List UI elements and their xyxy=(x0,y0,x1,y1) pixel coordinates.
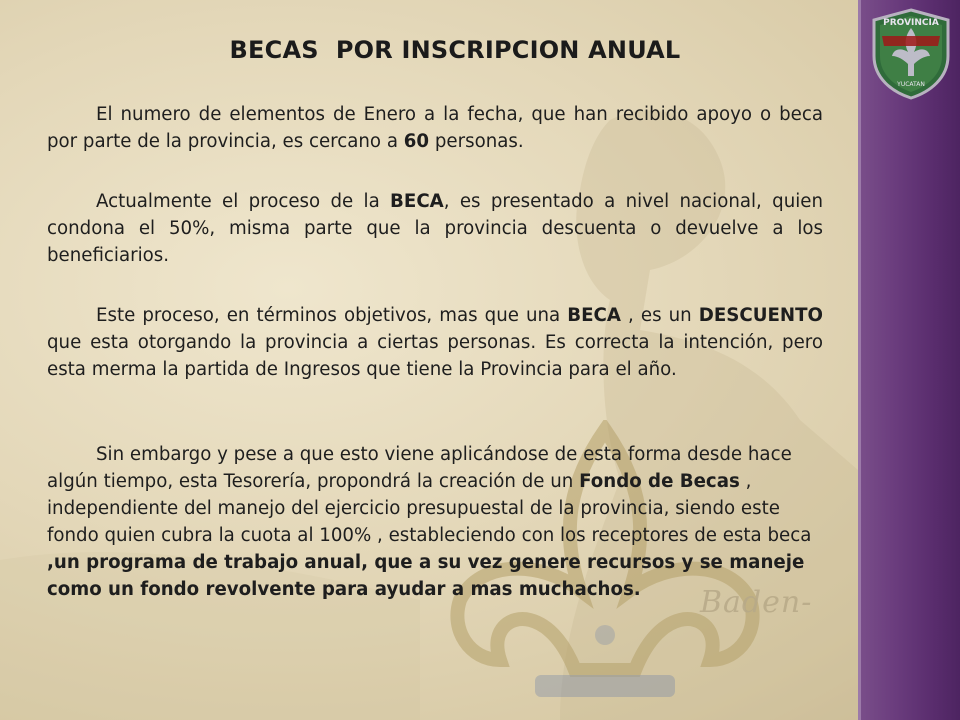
paragraph-3: Este proceso, en términos objetivos, mas que una BECA , es un DESCUENTO que esta otorgando la provincia a ciertas personas. Es correcta la intención, pero esta merma la partida de Ingresos que tiene la Provincia para el año. xyxy=(47,305,823,380)
page-title: BECAS POR INSCRIPCION ANUAL xyxy=(229,36,681,64)
paragraph-4: Sin embargo y pese a que esto viene aplicándose de esta forma desde hace algún tiempo, esta Tesorería, propondrá la creación de un Fondo de Becas , independiente del manejo del ejercicio presupuestal de la provincia, siendo este fondo quien cubra la cuota al 100% , estableciendo con los receptores de esta beca ,un programa de trabajo anual, que a su vez genere recursos y se maneje como un fondo revolvente para ayudar a mas muchachos. xyxy=(47,444,812,600)
signature-watermark: Baden- xyxy=(700,585,813,620)
right-purple-bar xyxy=(858,0,960,720)
paragraph-2: Actualmente el proceso de la BECA, es presentado a nivel nacional, quien condona el 50%, misma parte que la provincia descuenta o devuelve a los beneficiarios. xyxy=(47,191,823,266)
svg-text:YUCATAN: YUCATAN xyxy=(897,81,925,88)
svg-text:PROVINCIA: PROVINCIA xyxy=(883,18,939,28)
paragraph-1: El numero de elementos de Enero a la fecha, que han recibido apoyo o beca por parte de la provincia, es cercano a 60 personas. xyxy=(47,104,823,152)
